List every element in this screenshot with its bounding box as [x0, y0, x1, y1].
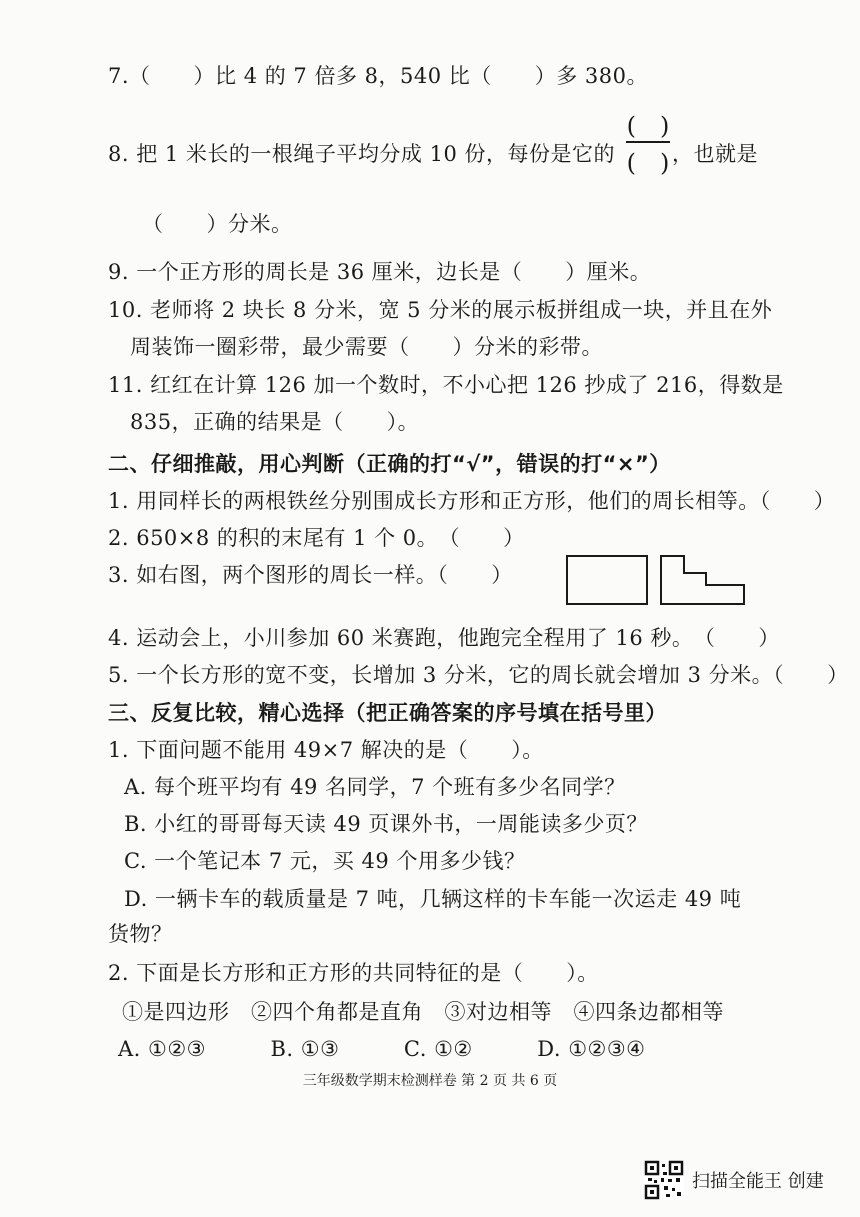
- watermark-text: 扫描全能王 创建: [692, 1171, 824, 1192]
- watermark: [644, 1160, 824, 1200]
- question-11-line-2: 835，正确的结果是（ ）。: [130, 410, 420, 434]
- question-8-line-1: 8. 把 1 米长的一根绳子平均分成 10 份，每份是它的: [108, 142, 615, 166]
- choice-question-1: 1. 下面问题不能用 49×7 解决的是（ ）。: [108, 738, 544, 762]
- option-c: C. 一个笔记本 7 元，买 49 个用多少钱？: [124, 849, 526, 873]
- judge-item-5: 5. 一个长方形的宽不变，长增加 3 分米，它的周长就会增加 3 分米。（ ）: [108, 663, 849, 687]
- question-10-line-2: 周装饰一圈彩带，最少需要（ ）分米的彩带。: [130, 335, 603, 359]
- question-8-line-2: （ ）分米。: [142, 212, 293, 236]
- question-8-tail: ，也就是: [672, 142, 758, 166]
- feature-list: ①是四边形 ②四个角都是直角 ③对边相等 ④四条边都相等: [122, 1000, 724, 1024]
- option-a: A. 每个班平均有 49 名同学，7 个班有多少名同学？: [124, 775, 626, 799]
- option-d-continued: 货物？: [108, 922, 173, 946]
- question-11-line-1: 11. 红红在计算 126 加一个数时，不小心把 126 抄成了 216，得数是: [108, 373, 784, 397]
- choice-question-2: 2. 下面是长方形和正方形的共同特征的是（ ）。: [108, 961, 599, 985]
- qr-code-icon: [644, 1160, 684, 1200]
- fraction-denominator: ( ): [626, 149, 670, 177]
- option-d: D. 一辆卡车的载质量是 7 吨，几辆这样的卡车能一次运走 49 吨: [124, 887, 742, 911]
- judge-item-1: 1. 用同样长的两根铁丝分别围成长方形和正方形，他们的周长相等。（ ）: [108, 489, 836, 513]
- answer-choices: A. ①②③ B. ①③ C. ①② D. ①②③④: [118, 1037, 646, 1061]
- fraction: [625, 106, 671, 176]
- question-9: 9. 一个正方形的周长是 36 厘米，边长是（ ）厘米。: [108, 260, 652, 284]
- judge-item-3: 3. 如右图，两个图形的周长一样。（ ）: [108, 563, 513, 587]
- question-10-line-1: 10. 老师将 2 块长 8 分米，宽 5 分米的展示板拼组成一块，并且在外: [108, 298, 773, 322]
- rectangle-figure: [567, 556, 647, 604]
- judge-item-2: 2. 650×8 的积的末尾有 1 个 0。 （ ）: [108, 526, 525, 550]
- question-7: 7.（ ）比 4 的 7 倍多 8，540 比（ ）多 380。: [108, 64, 649, 88]
- section-2-heading: 二、仔细推敲，用心判断（正确的打“√”，错误的打“×”）: [108, 452, 671, 476]
- section-3-heading: 三、反复比较，精心选择（把正确答案的序号填在括号里）: [108, 701, 667, 725]
- page-footer: 三年级数学期末检测样卷 第 2 页 共 6 页: [302, 1073, 558, 1089]
- perimeter-figures: [566, 555, 748, 607]
- option-b: B. 小红的哥哥每天读 49 页课外书，一周能读多少页？: [124, 812, 648, 836]
- judge-item-4: 4. 运动会上，小川参加 60 米赛跑，他跑完全程用了 16 秒。 （ ）: [108, 626, 780, 650]
- fraction-numerator: ( ): [626, 112, 670, 140]
- notched-figure: [661, 556, 744, 604]
